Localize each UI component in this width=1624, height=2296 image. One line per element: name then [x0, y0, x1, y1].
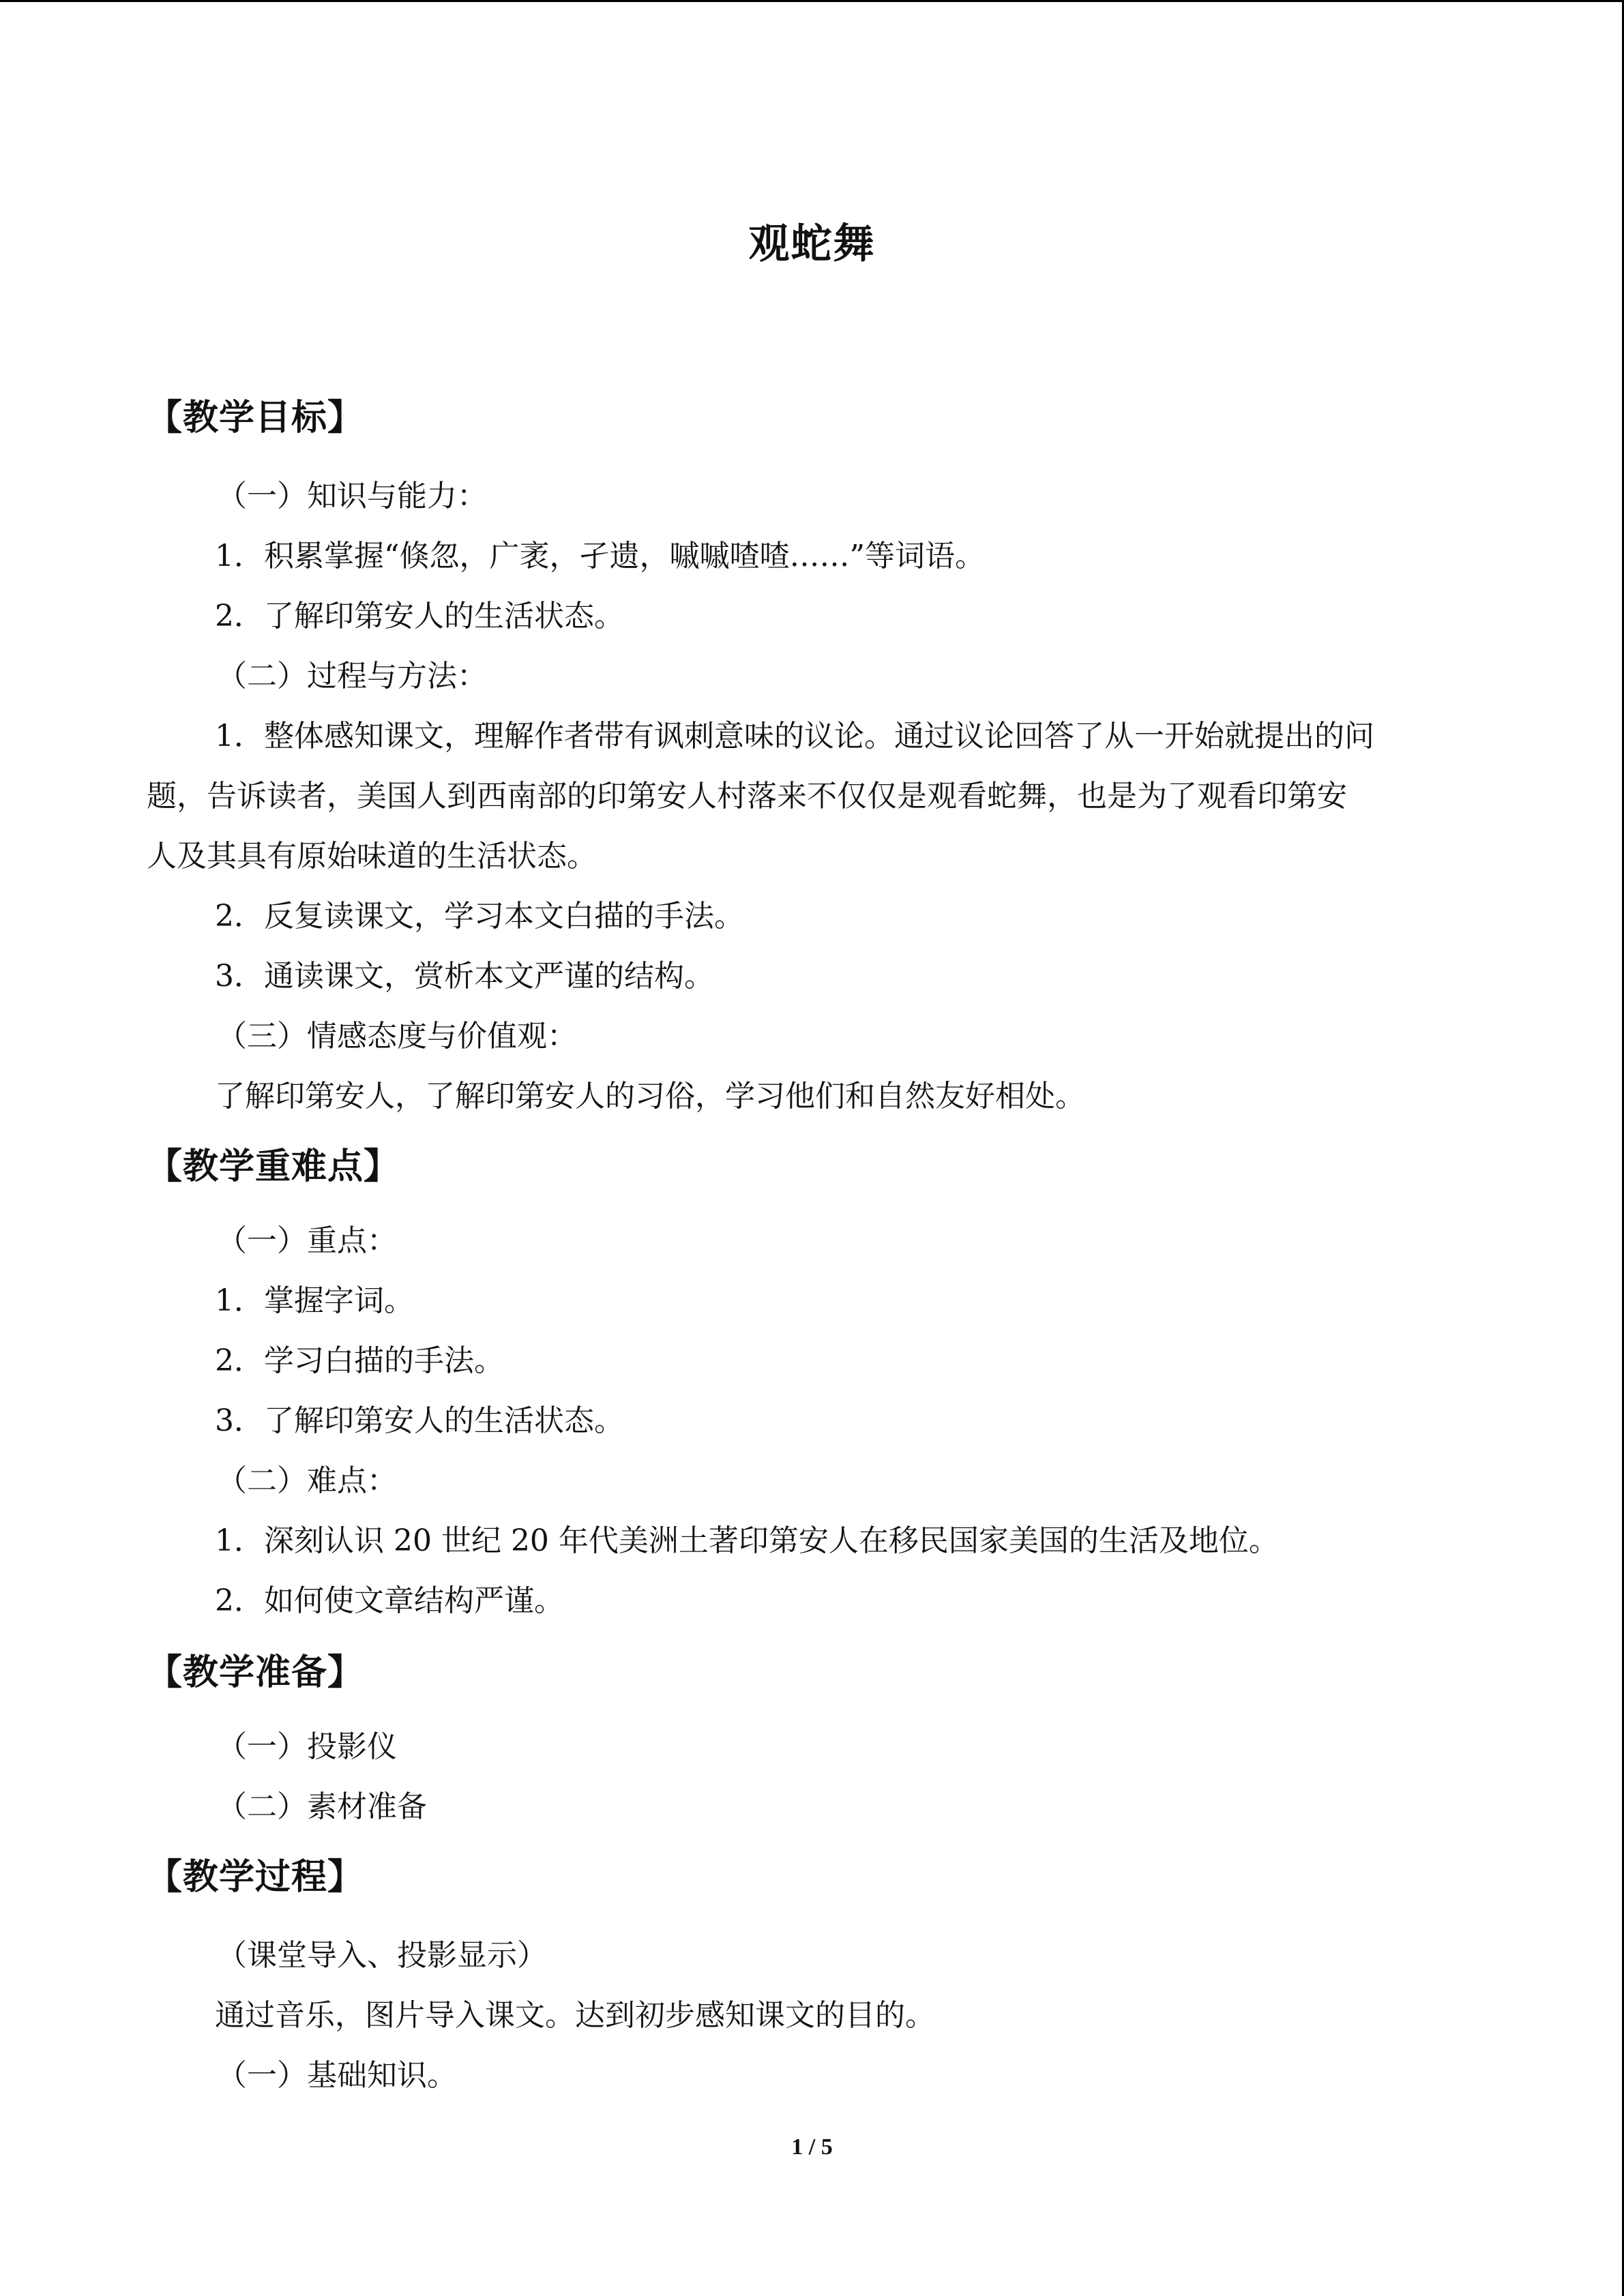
section-heading-key-points: 【教学重难点】: [147, 1146, 400, 1187]
goals-sub-process: （二）过程与方法：: [217, 659, 487, 694]
key-sub-focus: （一）重点：: [217, 1223, 397, 1258]
goals-line-4: 2．反复读课文，学习本文白描的手法。: [215, 899, 744, 934]
goals-line-6: 了解印第安人，了解印第安人的习俗，学习他们和自然友好相处。: [215, 1079, 1085, 1114]
goals-line-5: 3．通读课文，赏析本文严谨的结构。: [215, 959, 714, 994]
process-line-1: （课堂导入、投影显示）: [217, 1938, 547, 1973]
goals-line-2: 2．了解印第安人的生活状态。: [215, 599, 624, 633]
key-line-2: 2．学习白描的手法。: [215, 1343, 504, 1378]
goals-line-3a: 1．整体感知课文，理解作者带有讽刺意味的议论。通过议论回答了从一开始就提出的问: [215, 719, 1374, 754]
goals-sub-knowledge: （一）知识与能力：: [217, 479, 487, 513]
goals-line-3c: 人及其具有原始味道的生活状态。: [147, 839, 597, 874]
goals-sub-values: （三）情感态度与价值观：: [217, 1019, 577, 1054]
page-border-top: [0, 0, 1624, 2]
section-heading-goals: 【教学目标】: [147, 397, 364, 438]
goals-line-1: 1．积累掌握“倏忽，广袤，孑遗，嘁嘁喳喳……”等词语。: [215, 539, 985, 573]
page-number: 1 / 5: [791, 2134, 833, 2160]
key-line-3: 3．了解印第安人的生活状态。: [215, 1403, 624, 1438]
process-line-2: 通过音乐，图片导入课文。达到初步感知课文的目的。: [215, 1998, 935, 2033]
section-heading-process: 【教学过程】: [147, 1856, 364, 1898]
section-heading-preparation: 【教学准备】: [147, 1652, 364, 1693]
key-sub-difficulty: （二）难点：: [217, 1463, 397, 1498]
goals-line-3b: 题，告诉读者，美国人到西南部的印第安人村落来不仅仅是观看蛇舞，也是为了观看印第安: [147, 779, 1347, 814]
page-title: 观蛇舞: [748, 220, 876, 268]
process-line-3: （一）基础知识。: [217, 2058, 457, 2093]
key-line-5: 2．如何使文章结构严谨。: [215, 1583, 564, 1618]
prep-line-2: （二）素材准备: [217, 1789, 427, 1824]
key-line-4: 1．深刻认识 20 世纪 20 年代美洲土著印第安人在移民国家美国的生活及地位。: [215, 1523, 1279, 1558]
prep-line-1: （一）投影仪: [217, 1729, 397, 1764]
key-line-1: 1．掌握字词。: [215, 1283, 414, 1318]
